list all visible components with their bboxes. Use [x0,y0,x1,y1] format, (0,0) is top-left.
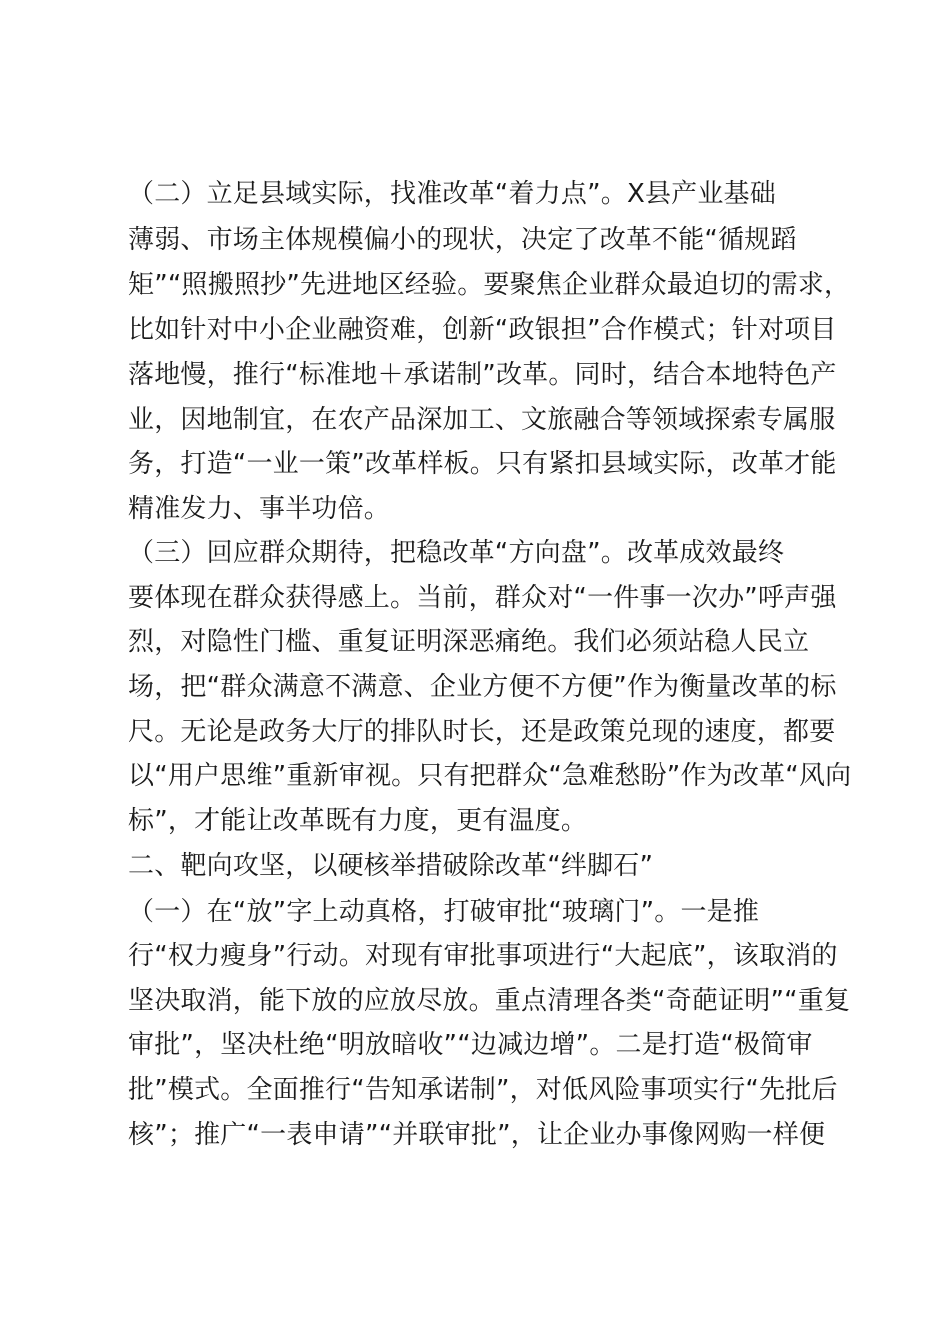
text-line: 要体现在群众获得感上。当前，群众对“一件事一次办”呼声强 [128,583,837,613]
text-line: 以“用户思维”重新审视。只有把群众“急难愁盼”作为改革“风向 [128,761,852,791]
text-line: 标”，才能让改革既有力度，更有温度。 [128,806,588,836]
text-line: 业，因地制宜，在农产品深加工、文旅融合等领域探索专属服 [128,405,836,435]
text-line: 坚决取消，能下放的应放尽放。重点清理各类“奇葩证明”“重复 [128,986,851,1016]
section-heading: 二、靶向攻坚，以硬核举措破除改革“绊脚石” [128,851,654,881]
text-line: （二）立足县域实际，找准改革“着力点”。X县产业基础 [128,179,776,209]
text-line: 务，打造“一业一策”改革样板。只有紧扣县域实际，改革才能 [128,449,837,479]
text-line: 场，把“群众满意不满意、企业方便不方便”作为衡量改革的标 [128,672,837,702]
text-line: 批”模式。全面推行“告知承诺制”，对低风险事项实行“先批后 [128,1075,838,1105]
text-line: 比如针对中小企业融资难，创新“政银担”合作模式；针对项目 [128,315,837,345]
text-line: 核”；推广“一表申请”“并联审批”，让企业办事像网购一样便 [128,1120,826,1150]
text-line: 审批”，坚决杜绝“明放暗收”“边减边增”。二是打造“极简审 [128,1030,813,1060]
text-line: 精准发力、事半功倍。 [128,494,391,524]
text-line: 矩”“照搬照抄”先进地区经验。要聚焦企业群众最迫切的需求， [128,270,851,300]
text-line: 尺。无论是政务大厅的排队时长，还是政策兑现的速度，都要 [128,717,836,747]
text-line: 薄弱、市场主体规模偏小的现状，决定了改革不能“循规蹈 [128,225,797,255]
text-line: 行“权力瘦身”行动。对现有审批事项进行“大起底”，该取消的 [128,941,838,971]
text-line: （三）回应群众期待，把稳改革“方向盘”。改革成效最终 [128,538,785,568]
text-line: 烈，对隐性门槛、重复证明深恶痛绝。我们必须站稳人民立 [128,627,810,657]
text-line: （一）在“放”字上动真格，打破审批“玻璃门”。一是推 [128,897,760,927]
text-line: 落地慢，推行“标准地＋承诺制”改革。同时，结合本地特色产 [128,360,837,390]
